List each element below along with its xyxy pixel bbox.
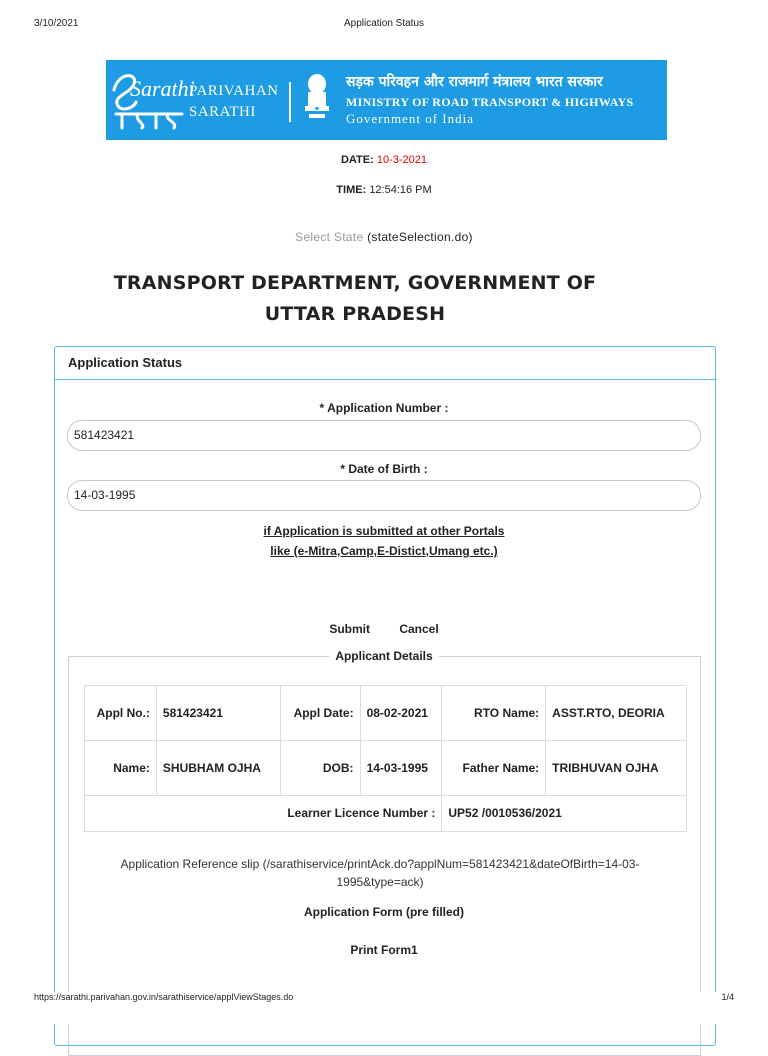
- appl-date-value: 08-02-2021: [360, 686, 442, 741]
- page-number: 1/4: [721, 992, 734, 1002]
- application-number-label: * Application Number :: [319, 401, 449, 415]
- table-row: [85, 686, 687, 741]
- form-actions: [0, 622, 768, 636]
- panel-title: Application Status: [55, 347, 715, 380]
- print-date: 3/10/2021: [34, 18, 79, 29]
- time-label: TIME:: [336, 184, 367, 196]
- other-portals-line1: if Application is submitted at other Portals: [263, 524, 505, 538]
- other-portals-line2: like (e-Mitra,Camp,E-Distict,Umang etc.): [270, 544, 498, 558]
- father-name-label: Father Name:: [442, 741, 546, 796]
- print-title: Application Status: [343, 18, 425, 29]
- appl-no-label: Appl No.:: [85, 686, 157, 741]
- rto-name-label: RTO Name:: [442, 686, 546, 741]
- department-title: TRANSPORT DEPARTMENT, GOVERNMENT OF UTTAR PRADESH: [113, 272, 597, 325]
- reference-slip-link[interactable]: Application Reference slip (/sarathiservice/printAck.do?applNum=581423421&dateOfBirth=14-03-1995&type=ack): [120, 857, 640, 889]
- applicant-details-table: [84, 685, 687, 832]
- dob-label: * Date of Birth :: [340, 462, 428, 476]
- time-value: 12:54:16 PM: [369, 184, 432, 196]
- application-form-link[interactable]: Application Form (pre filled): [303, 905, 464, 919]
- page-url: https://sarathi.parivahan.gov.in/sarathiservice/applViewStages.do: [34, 992, 294, 1002]
- submit-button[interactable]: Submit: [329, 622, 370, 636]
- name-value: SHUBHAM OJHA: [156, 741, 280, 796]
- table-row: [85, 796, 687, 832]
- dob-detail-label: DOB:: [280, 741, 360, 796]
- date-value: 10-3-2021: [376, 154, 427, 166]
- select-state: [0, 230, 768, 244]
- national-emblem-icon: [300, 70, 334, 128]
- time-row: [0, 184, 768, 196]
- brand-name: [189, 81, 279, 123]
- print-footer: [0, 992, 768, 1024]
- table-row: [85, 741, 687, 796]
- date-label: DATE:: [340, 154, 374, 166]
- print-form-link[interactable]: Print Form1: [350, 943, 418, 957]
- brand-line-parivahan: PARIVAHAN: [189, 83, 279, 99]
- hindi-ministry-title: सड़क परिवहन और राजमार्ग मंत्रालय भारत सरकार: [346, 74, 603, 90]
- select-state-url: (stateSelection.do): [367, 230, 473, 244]
- parivahan-banner: [106, 60, 667, 140]
- cancel-button[interactable]: Cancel: [399, 622, 439, 636]
- dob-input[interactable]: 14-03-1995: [67, 480, 701, 511]
- appl-no-value: 581423421: [156, 686, 280, 741]
- select-state-link[interactable]: Select State: [295, 230, 364, 244]
- learner-licence-label: Learner Licence Number :: [85, 796, 442, 832]
- ministry-name: MINISTRY OF ROAD TRANSPORT & HIGHWAYS: [346, 95, 634, 109]
- applicant-details-title: Applicant Details: [329, 649, 438, 663]
- government-of-india: Government of India: [346, 111, 475, 126]
- application-number-input[interactable]: 581423421: [67, 420, 701, 451]
- date-row: [0, 154, 768, 166]
- rto-name-value: ASST.RTO, DEORIA: [546, 686, 687, 741]
- appl-date-label: Appl Date:: [280, 686, 360, 741]
- father-name-value: TRIBHUVAN OJHA: [546, 741, 687, 796]
- name-label: Name:: [85, 741, 157, 796]
- applicant-details-legend: [0, 649, 768, 663]
- logo-text: Sarathi: [130, 76, 195, 101]
- learner-licence-value: UP52 /0010536/2021: [442, 796, 687, 832]
- dob-detail-value: 14-03-1995: [360, 741, 442, 796]
- banner-divider: [289, 82, 291, 122]
- sarathi-logo-icon: [108, 66, 195, 132]
- brand-line-sarathi: SARATHI: [189, 104, 256, 120]
- other-portals-link[interactable]: [0, 521, 768, 561]
